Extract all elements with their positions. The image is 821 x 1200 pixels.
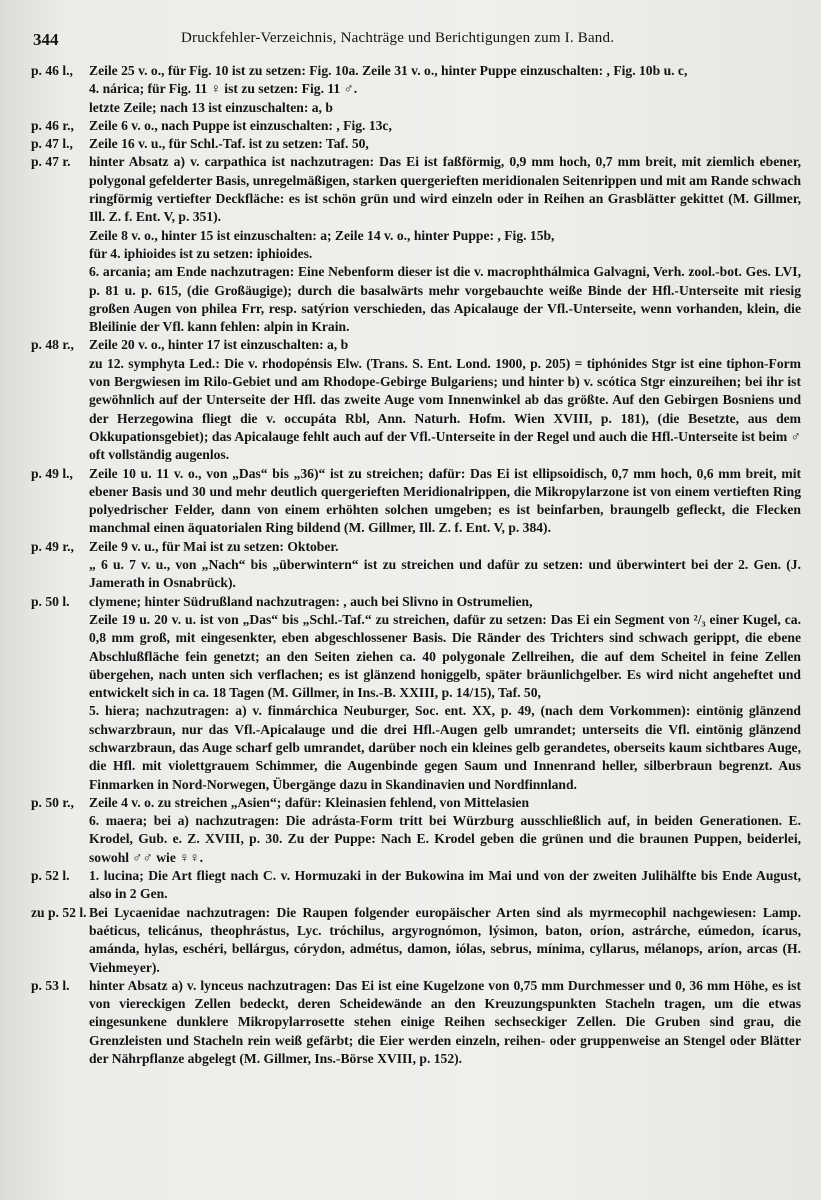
errata-entry xyxy=(31,336,801,354)
errata-entry xyxy=(31,135,801,153)
entry-text: clymene; hinter Südrußland nachzutragen: , auch bei Slivno in Ostrumelien, xyxy=(89,593,533,609)
entry-text: Zeile 9 v. u., für Mai ist zu setzen: Oktober. xyxy=(89,538,339,554)
errata-entry xyxy=(31,538,801,556)
entry-text: Zeile 8 v. o., hinter 15 ist einzuschalten: a; Zeile 14 v. o., hinter Puppe: , Fig. 15b, xyxy=(89,227,555,243)
errata-entry xyxy=(31,593,801,611)
page-reference: p. 50 r., xyxy=(31,794,74,810)
entry-text: zu 12. symphyta Led.: Die v. rhodopénsis Elw. (Trans. S. Ent. Lond. 1900, p. 205) = tiphónides Stgr ist eine tiphon-Form von Bergwiesen im Rilo-Gebiet und am Rhodope-Gebirge Bulgariens; und hinter b) v. scótica Stgr einzureihen; bei ihr ist gewöhnlich auf der Unterseite der Hfl. das zweite Auge vom Innenwinkel ab das größte. Auf den Gebirgen Bosniens und der Herzegowina fliegt die v. occupáta Rbl, Ann. Naturh. Hofm. Wien XVIII, p. 181), (die Besetzte, aus dem Okkupationsgebiet); das Apicalauge fehlt auch auf der Vfl.-Unterseite in der Regel und auch die Hfl.-Unterseite ist beim ♂ oft vollständig augenlos. xyxy=(89,355,801,463)
entry-text: Zeile 16 v. u., für Schl.-Taf. ist zu setzen: Taf. 50, xyxy=(89,136,369,152)
entry-text: 6. arcania; am Ende nachzutragen: Eine Nebenform dieser ist die v. macrophthálmica Galvagni, Verh. zool.-bot. Ges. LVI, p. 81 u. p. 615, (die Großäugige); durch die basalwärts mehr vorgebauchte weiße Binde der Hfl.-Unterseite mit riesig großen Augen von philea Frr, resp. satýrion verschieden, das Apicalauge der Vfl.-Unterseite, wenn vorhanden, klein, die Bleilinie der Vfl. kann fehlen: alpin in Krain. xyxy=(89,264,801,335)
errata-entry xyxy=(31,977,801,1068)
entry-text: 6. maera; bei a) nachzutragen: Die adrásta-Form tritt bei Würzburg ausschließlich auf, in beiden Generationen. E. Krodel, Gub. e. Z. XVIII, p. 30. Zu der Puppe: Nach E. Krodel geben die grünen und die braunen Puppen, beiderlei, sowohl ♂♂ wie ♀♀. xyxy=(89,813,801,865)
page-reference: p. 50 l. xyxy=(31,593,70,609)
entry-text: für 4. iphioides ist zu setzen: iphioides. xyxy=(89,245,313,261)
entry-text: Zeile 4 v. o. zu streichen „Asien“; dafür: Kleinasien fehlend, von Mittelasien xyxy=(89,794,530,810)
page-header xyxy=(31,22,801,62)
entry-text: 1. lucina; Die Art fliegt nach C. v. Hormuzaki in der Bukowina im Mai und von der zweiten Julihälfte bis Ende August, also in 2 Gen. xyxy=(89,868,801,902)
entry-text: Zeile 20 v. o., hinter 17 ist einzuschalten: a, b xyxy=(89,337,349,353)
page-reference: p. 46 r., xyxy=(31,117,74,133)
page-reference: p. 47 l., xyxy=(31,136,73,152)
entry-text: 5. hiera; nachzutragen: a) v. finmárchica Neuburger, Soc. ent. XX, p. 49, (nach dem Vorkommen): eintönig glänzend schwarzbraun, nur das Vfl.-Apicalauge und die drei Hfl.-Augen gelb umrandet; unterseits die Vfl. eintönig glänzend schwarzbraun, das Auge scharf gelb umrandet, darüber noch ein kleines gelb gerandetes, oberseits kaum sichtbares Auge, die Hfl. mit violettgrauem Schimmer, die Augenbinde gegen Saum und Innenrand heller, silberbraun begrenzt. Aus Finmarken in Nord-Norwegen, Übergänge dazu in Skandinavien und Nordfinnland. xyxy=(89,703,801,792)
errata-entry xyxy=(31,867,801,904)
page-reference: p. 52 l. xyxy=(31,868,70,884)
entry-text: Bei Lycaenidae nachzutragen: Die Raupen folgender europäischer Arten sind als myrmecophil nachgewiesen: Lamp. baéticus, telicánus, theophrástus, Lyc. tróchilus, argyrognómon, lýsimon, baton, oríon, astrárche, eúmedon, ícarus, amánda, hylas, eschéri, bellárgus, córydon, admétus, damon, iólas, sebrus, mínima, cyllarus, mélanops, aríon, arcas (H. Viehmeyer). xyxy=(89,904,801,975)
entry-text: „ 6 u. 7 v. u., von „Nach“ bis „überwintern“ ist zu streichen und dafür zu setzen: und überwintert bei der 2. Gen. (J. Jamerath in Osnabrück). xyxy=(89,557,801,591)
page-reference: p. 49 r., xyxy=(31,538,74,554)
errata-entry xyxy=(31,794,801,812)
page-reference: p. 53 l. xyxy=(31,977,70,993)
entry-text: hinter Absatz a) v. lynceus nachzutragen: Das Ei ist eine Kugelzone von 0,75 mm Durchmesser und 0, 36 mm Höhe, es ist von viereckigen Zellen bedeckt, deren Scheidewände an den Kreuzungspunkten Stacheln tragen, um die etwas eingesunkene dunklere Mikropylarrosette stehen einige Reihen sechseckiger Zellen. Die Gruben sind grau, die Grenzleisten und Stacheln rein weiß gefärbt; die Eier werden einzeln, reihen- oder gruppenweise an Stengel oder Blätter der Nährpflanze abgelegt (M. Gillmer, Ins.-Börse XVIII, p. 152). xyxy=(89,977,801,1067)
errata-list xyxy=(31,62,801,1068)
page-reference: p. 49 l., xyxy=(31,465,73,481)
entry-text: Zeile 25 v. o., für Fig. 10 ist zu setzen: Fig. 10a. Zeile 31 v. o., hinter Puppe einzuschalten: , Fig. 10b u. c, xyxy=(89,63,688,78)
entry-text: hinter Absatz a) v. carpathica ist nachzutragen: Das Ei ist faßförmig, 0,9 mm hoch, 0,7 mm breit, mit ziemlich ebener, polygonal gefelderter Basis, unregelmäßigen, starken quergerieften meridionalen Seitenrippen und mit am Rande schwach ringförmig vertiefter Deckfläche: es ist schön grün und wird einzeln oder in Reihen an Grasblätter gekittet (M. Gillmer, Ill. Z. f. Ent. V, p. 351). xyxy=(89,154,801,225)
entry-text: letzte Zeile; nach 13 ist einzuschalten: a, b xyxy=(89,99,333,115)
page-reference: p. 47 r. xyxy=(31,154,71,170)
entry-text: Zeile 19 u. 20 v. u. ist von „Das“ bis „Schl.-Taf.“ zu streichen, dafür zu setzen: Das Ei ein Segment von ²/₃ einer Kugel, ca. 0,8 mm groß, mit eingesenkter, eben abgeschlossener Basis. Die Ränder des Trichters sind schwach gerippt, die ebene Abschlußfläche fein genetzt; an den Seiten ziehen ca. 40 polygonale Zellreihen, die auf dem Scheitel in feine Zellen übergehen, nach unten sich verflachen; es ist glänzend honiggelb, später bräunlichgelber. Es wird nicht angeheftet und entwickelt sich in ca. 18 Tagen (M. Gillmer, in Ins.-B. XXIII, p. 14/15), Taf. 50, xyxy=(89,611,801,701)
running-title: Druckfehler-Verzeichnis, Nachträge und Berichtigungen zum I. Band. xyxy=(181,30,615,46)
errata-entry xyxy=(31,904,801,977)
page-reference: p. 48 r., xyxy=(31,337,74,353)
errata-entry xyxy=(31,153,801,226)
entry-text: 4. nárica; für Fig. 11 ♀ ist zu setzen: Fig. 11 ♂. xyxy=(89,81,358,97)
errata-entry xyxy=(31,117,801,135)
page-number: 344 xyxy=(33,30,59,49)
errata-entry xyxy=(31,62,801,80)
entry-text: Zeile 10 u. 11 v. o., von „Das“ bis „36)“ ist zu streichen; dafür: Das Ei ist ellipsoidisch, 0,7 mm hoch, 0,6 mm breit, mit ebener Basis und 30 und mehr deutlich quergerieften Meridionalrippen, die Mikropylarzone ist von einem vertieften Ring polyedrischer Felder, dann von einem erhöhten solchen umgeben; es ist beinfarben, braungelb gefleckt, die Flecken manchmal einen äquatorialen Ring bildend (M. Gillmer, Ill. Z. f. Ent. V, p. 384). xyxy=(89,465,801,536)
entry-text: Zeile 6 v. o., nach Puppe ist einzuschalten: , Fig. 13c, xyxy=(89,117,392,133)
page-reference: zu p. 52 l. xyxy=(31,904,87,920)
page-reference: p. 46 l., xyxy=(31,63,73,78)
errata-entry xyxy=(31,465,801,538)
